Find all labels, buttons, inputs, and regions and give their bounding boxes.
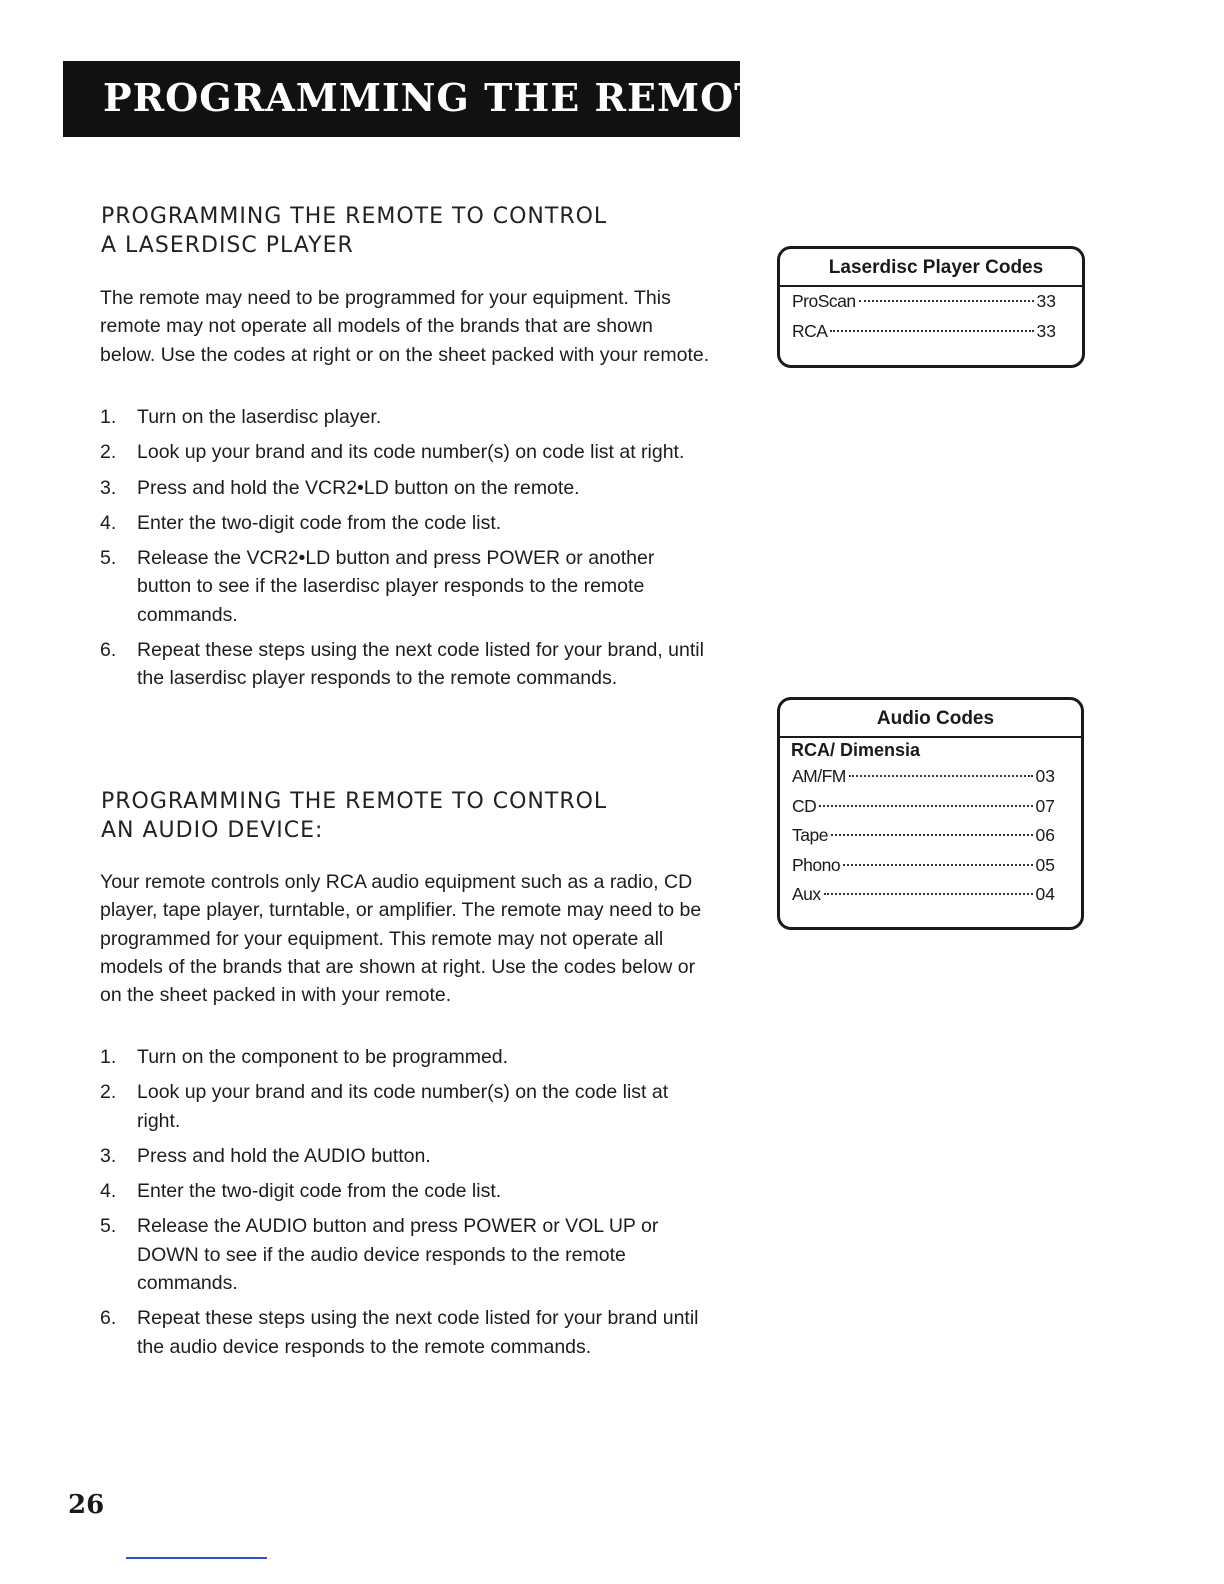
audio-codes-brand: RCA/ Dimensia xyxy=(791,740,921,760)
audio-step xyxy=(100,1078,710,1135)
dot-leader xyxy=(819,805,1032,807)
audio-intro: Your remote controls only RCA audio equipment such as a radio, CD player, tape player, turntable, or amplifier. The remote may need to be programmed for your equipment. This remote may not operate all models of the brands that are shown at right. Use the codes below or on the sheet packed in with your remote. xyxy=(100,871,702,1007)
code-value: 04 xyxy=(1035,884,1055,904)
dot-leader xyxy=(831,834,1033,836)
step-text: Enter the two-digit code from the code list. xyxy=(137,1180,502,1203)
code-value: 03 xyxy=(1035,766,1055,786)
dot-leader xyxy=(849,775,1033,777)
laserdisc-step xyxy=(100,403,710,431)
step-number: 3. xyxy=(100,1144,117,1167)
laserdisc-section-heading xyxy=(101,202,721,260)
code-row xyxy=(780,880,1081,910)
code-device: AM/FM xyxy=(792,766,846,786)
laserdisc-steps xyxy=(100,403,710,700)
code-value: 06 xyxy=(1035,825,1055,845)
audio-step xyxy=(100,1142,710,1170)
laserdisc-step xyxy=(100,474,710,502)
laserdisc-heading-line1: PROGRAMMING THE REMOTE TO CONTROL xyxy=(101,204,608,229)
code-device: Tape xyxy=(792,825,828,845)
step-number: 1. xyxy=(100,406,117,428)
step-text: Turn on the laserdisc player. xyxy=(137,406,382,428)
laserdisc-codes-box xyxy=(777,246,1085,368)
code-value: 05 xyxy=(1035,854,1055,875)
laserdisc-step xyxy=(100,438,710,466)
code-row xyxy=(780,851,1081,881)
code-device: CD xyxy=(792,795,817,816)
audio-step xyxy=(100,1304,710,1361)
dot-leader xyxy=(843,864,1032,866)
code-row xyxy=(780,821,1081,851)
audio-step xyxy=(100,1212,710,1297)
dot-leader xyxy=(824,893,1033,895)
step-number: 6. xyxy=(100,639,117,662)
step-text: Turn on the component to be programmed. xyxy=(137,1046,509,1068)
code-row xyxy=(780,287,1082,317)
step-text: Repeat these steps using the next code listed for your brand until the audio device responds to the remote commands. xyxy=(137,1307,699,1358)
audio-codes-title: Audio Codes xyxy=(780,700,1081,738)
step-number: 4. xyxy=(100,511,117,534)
dot-leader xyxy=(830,330,1033,332)
step-text: Release the VCR2•LD button and press POWER or another button to see if the laserdisc player responds to the remote commands. xyxy=(137,547,655,626)
audio-heading-line1: PROGRAMMING THE REMOTE TO CONTROL xyxy=(101,789,608,814)
step-number: 5. xyxy=(100,1215,117,1238)
page-number: 26 xyxy=(68,1490,105,1520)
code-row xyxy=(780,792,1081,822)
step-number: 5. xyxy=(100,547,117,570)
footer-rule xyxy=(126,1557,267,1559)
code-value: 33 xyxy=(1036,291,1056,311)
laserdisc-intro: The remote may need to be programmed for your equipment. This remote may not operate all models of the brands that are shown below. Use the codes at right or on the sheet packed with your remote. xyxy=(100,287,710,366)
step-text: Look up your brand and its code number(s) on code list at right. xyxy=(137,441,685,464)
code-row xyxy=(780,317,1082,347)
step-text: Press and hold the AUDIO button. xyxy=(137,1144,431,1167)
audio-heading-line2: AN AUDIO DEVICE: xyxy=(101,818,324,843)
banner-title: PROGRAMMING THE REMOTE xyxy=(103,75,794,120)
code-row xyxy=(780,762,1081,792)
page-banner xyxy=(63,61,794,137)
step-text: Release the AUDIO button and press POWER or VOL UP or DOWN to see if the audio device responds to the remote commands. xyxy=(137,1215,659,1295)
step-text: Look up your brand and its code number(s) on the code list at right. xyxy=(137,1081,669,1132)
laserdisc-step xyxy=(100,509,710,537)
audio-codes-box xyxy=(777,697,1084,930)
step-number: 4. xyxy=(100,1180,117,1203)
step-number: 1. xyxy=(100,1046,117,1068)
step-text: Press and hold the VCR2•LD button on the remote. xyxy=(137,476,580,499)
step-text: Repeat these steps using the next code listed for your brand, until the laserdisc player responds to the remote commands. xyxy=(137,639,704,690)
audio-step xyxy=(100,1177,710,1205)
laserdisc-step xyxy=(100,544,710,629)
code-brand: ProScan xyxy=(792,291,856,311)
step-text: Enter the two-digit code from the code list. xyxy=(137,511,502,534)
audio-step xyxy=(100,1043,710,1071)
step-number: 2. xyxy=(100,441,117,464)
laserdisc-heading-line2: A LASERDISC PLAYER xyxy=(101,233,354,258)
code-brand: RCA xyxy=(792,320,828,341)
audio-steps xyxy=(100,1043,710,1368)
laserdisc-step xyxy=(100,636,710,693)
dot-leader xyxy=(859,300,1034,302)
code-device: Phono xyxy=(792,854,841,875)
step-number: 3. xyxy=(100,476,117,499)
step-number: 6. xyxy=(100,1307,117,1330)
code-value: 07 xyxy=(1035,795,1055,816)
code-device: Aux xyxy=(792,884,821,904)
audio-section-heading xyxy=(101,787,721,845)
laserdisc-codes-title: Laserdisc Player Codes xyxy=(780,249,1082,287)
code-value: 33 xyxy=(1036,320,1056,341)
step-number: 2. xyxy=(100,1081,117,1104)
